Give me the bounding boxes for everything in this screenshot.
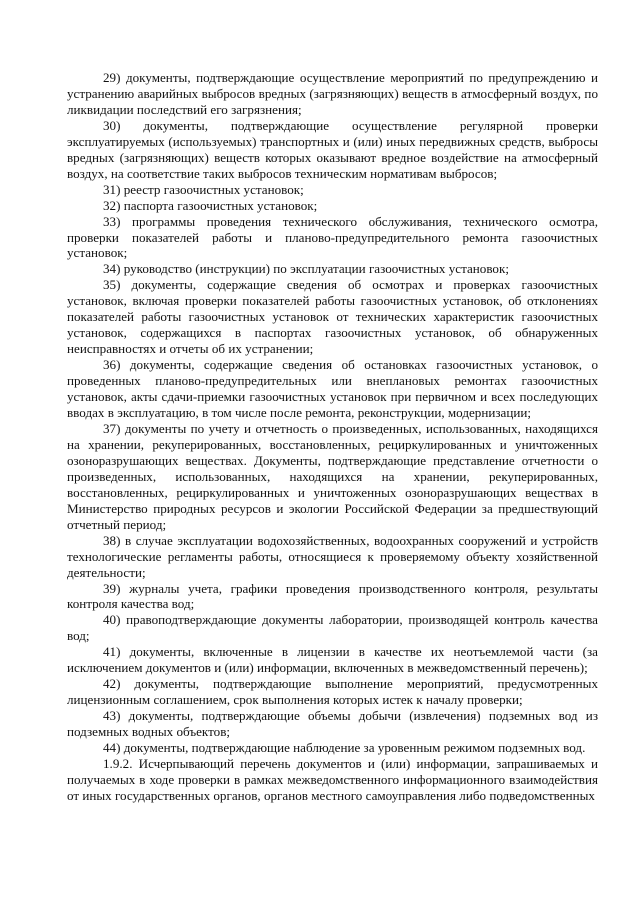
paragraph-item-29: 29) документы, подтверждающие осуществление мероприятий по предупреждению и устранению аварийных выбросов вредных (загрязняющих) веществ в атмосферный воздух, по ликвидации последствий его загрязнения; [67, 70, 598, 117]
paragraph-item-42: 42) документы, подтверждающие выполнение мероприятий, предусмотренных лицензионным соглашением, срок выполнения которых истек к началу проверки; [67, 676, 598, 708]
document-page [67, 70, 598, 804]
paragraph-section-1-9-2: 1.9.2. Исчерпывающий перечень документов и (или) информации, запрашиваемых и получаемых в ходе проверки в рамках межведомственного информационного взаимодействия от иных государственных органов, органов местного самоуправления либо подведомственных [67, 755, 598, 803]
paragraph-item-41: 41) документы, включенные в лицензии в качестве их неотъемлемой части (за исключением документов и (или) информации, включенных в межведомственный перечень); [67, 644, 598, 676]
paragraph-item-33: 33) программы проведения технического обслуживания, технического осмотра, проверки показателей работы и планово-предупредительного ремонта газоочистных установок; [67, 213, 598, 261]
paragraph-item-38: 38) в случае эксплуатации водохозяйственных, водоохранных сооружений и устройств технологические регламенты работы, относящиеся к проверяемому объекту хозяйственной деятельности; [67, 532, 598, 580]
paragraph-item-40: 40) правоподтверждающие документы лаборатории, производящей контроль качества вод; [67, 612, 598, 644]
paragraph-item-30: 30) документы, подтверждающие осуществление регулярной проверки эксплуатируемых (используемых) транспортных и (или) иных передвижных средств, выбросы вредных (загрязняющих) веществ которых оказывают вредное воздействие на атмосферный воздух, на соответствие таких выбросов техническим нормативам выбросов; [67, 117, 598, 181]
paragraph-item-35: 35) документы, содержащие сведения об осмотрах и проверках газоочистных установок, включая проверки показателей работы газоочистных установок, об отклонениях показателей работы газоочистных установок от технических характеристик газоочистных установок, содержащихся в паспортах газоочистных установок, об обнаруженных неисправностях и отчеты об их устранении; [67, 277, 598, 357]
paragraph-item-44: 44) документы, подтверждающие наблюдение за уровенным режимом подземных вод. [103, 740, 586, 756]
paragraph-item-39: 39) журналы учета, графики проведения производственного контроля, результаты контроля качества вод; [67, 580, 598, 612]
paragraph-item-36: 36) документы, содержащие сведения об остановках газоочистных установок, о проведенных планово-предупредительных или внеплановых ремонтах газоочистных установок, акты сдачи-приемки газоочистных установок при первичном и всех последующих вводах в эксплуатацию, в том числе после ремонта, реконструкции, модернизации; [67, 357, 598, 421]
paragraph-item-31: 31) реестр газоочистных установок; [103, 181, 304, 197]
paragraph-item-34: 34) руководство (инструкции) по эксплуатации газоочистных установок; [103, 261, 509, 277]
paragraph-item-37: 37) документы по учету и отчетность о произведенных, использованных, находящихся на хранении, рекуперированных, восстановленных, рециркулированных и уничтоженных озоноразрушающих веществах. Документы, подтверждающие представление отчетности о произведенных, использованных, находящихся на хранении, рекуперированных, восстановленных, рециркулированных и уничтоженных озоноразрушающих веществах в Министерство природных ресурсов и экологии Российской Федерации за предшествующий отчетный период; [67, 420, 598, 532]
paragraph-item-32: 32) паспорта газоочистных установок; [103, 197, 318, 213]
paragraph-item-43: 43) документы, подтверждающие объемы добычи (извлечения) подземных вод из подземных водных объектов; [67, 708, 598, 740]
